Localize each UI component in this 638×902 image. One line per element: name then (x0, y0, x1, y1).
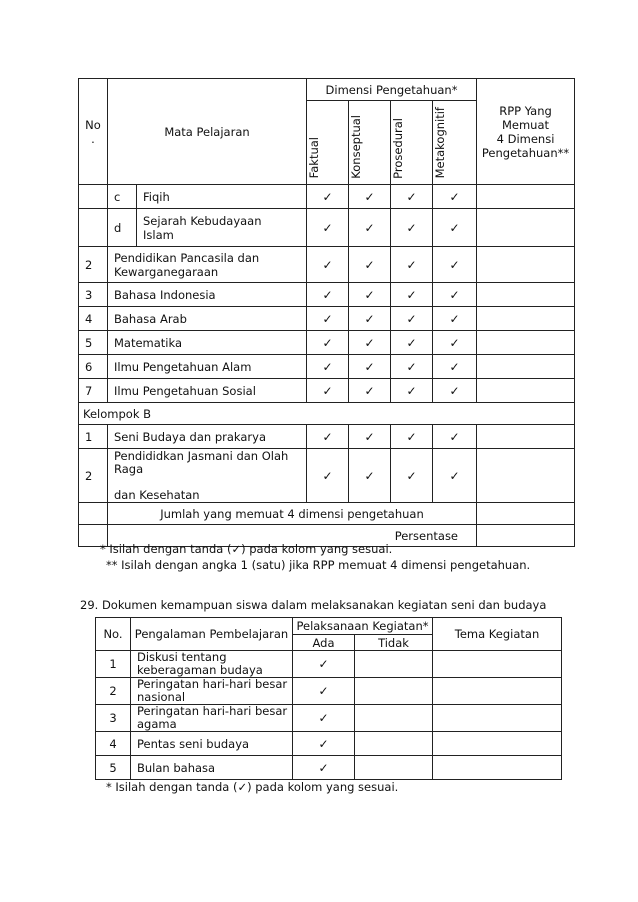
row-subject: Sejarah Kebudayaan Islam (137, 209, 307, 247)
check-mark: ✓ (307, 307, 349, 331)
row-no: 2 (96, 678, 131, 705)
total-row (79, 503, 575, 525)
check-mark: ✓ (391, 185, 433, 209)
check-mark: ✓ (349, 185, 391, 209)
row-experience: Peringatan hari-hari besar agama (131, 705, 293, 732)
row-no: 6 (79, 355, 108, 379)
footnote-table2: * Isilah dengan tanda (✓) pada kolom yang sesuai. (106, 780, 399, 794)
check-mark: ✓ (391, 283, 433, 307)
table-row (79, 425, 575, 449)
check-mark: ✓ (307, 185, 349, 209)
row-no: 7 (79, 379, 108, 403)
row-no: 2 (79, 247, 108, 283)
row-subject: Bahasa Indonesia (108, 283, 307, 307)
row-experience: Pentas seni budaya (131, 732, 293, 756)
row-experience: Peringatan hari-hari besar nasional (131, 678, 293, 705)
check-mark: ✓ (391, 355, 433, 379)
check-mark: ✓ (433, 283, 477, 307)
table-row (96, 651, 562, 678)
row-subject: Pendidikan Pancasila dan Kewarganegaraan (108, 247, 307, 283)
row-subject: Matematika (108, 331, 307, 355)
check-mark: ✓ (349, 283, 391, 307)
header-dimensions: Dimensi Pengetahuan* (307, 79, 477, 101)
rpp-dimension-table (78, 78, 575, 547)
check-mark: ✓ (293, 651, 355, 678)
row-subject: Ilmu Pengetahuan Sosial (108, 379, 307, 403)
row-no: 1 (96, 651, 131, 678)
check-mark: ✓ (391, 379, 433, 403)
check-mark: ✓ (391, 331, 433, 355)
row-letter: c (108, 185, 137, 209)
check-mark: ✓ (293, 732, 355, 756)
check-mark: ✓ (349, 425, 391, 449)
check-mark: ✓ (391, 307, 433, 331)
row-subject: Fiqih (137, 185, 307, 209)
row-subject: Ilmu Pengetahuan Alam (108, 355, 307, 379)
check-mark: ✓ (307, 331, 349, 355)
check-mark: ✓ (293, 756, 355, 780)
check-mark: ✓ (433, 379, 477, 403)
table-row (79, 355, 575, 379)
check-mark: ✓ (433, 185, 477, 209)
header-no: No. (96, 618, 131, 651)
header-tidak: Tidak (355, 635, 433, 651)
header-ada: Ada (293, 635, 355, 651)
header-execution: Pelaksanaan Kegiatan* (293, 618, 433, 635)
total-label: Jumlah yang memuat 4 dimensi pengetahuan (108, 503, 477, 525)
check-mark: ✓ (349, 379, 391, 403)
row-experience: Diskusi tentang keberagaman budaya (131, 651, 293, 678)
row-no: 4 (96, 732, 131, 756)
check-mark: ✓ (433, 307, 477, 331)
table-row (79, 449, 575, 503)
table-row (96, 732, 562, 756)
group-b-label: Kelompok B (79, 403, 575, 425)
table-row (96, 705, 562, 732)
row-no: 5 (79, 331, 108, 355)
check-mark: ✓ (307, 379, 349, 403)
header-rpp: RPP Yang Memuat 4 Dimensi Pengetahuan** (477, 79, 575, 185)
row-letter: d (108, 209, 137, 247)
table-row (79, 209, 575, 247)
check-mark: ✓ (349, 449, 391, 503)
check-mark: ✓ (391, 209, 433, 247)
table-row (96, 678, 562, 705)
check-mark: ✓ (433, 355, 477, 379)
table-row (79, 283, 575, 307)
table-row (79, 331, 575, 355)
footnote-2: ** Isilah dengan angka 1 (satu) jika RPP memuat 4 dimensi pengetahuan. (106, 558, 531, 572)
row-subject: Bahasa Arab (108, 307, 307, 331)
check-mark: ✓ (433, 449, 477, 503)
activity-table (95, 617, 562, 780)
table-row (79, 307, 575, 331)
check-mark: ✓ (349, 247, 391, 283)
row-no: 2 (79, 449, 108, 503)
check-mark: ✓ (307, 355, 349, 379)
check-mark: ✓ (307, 283, 349, 307)
table-row (96, 756, 562, 780)
check-mark: ✓ (433, 331, 477, 355)
row-no: 3 (96, 705, 131, 732)
row-no: 1 (79, 425, 108, 449)
check-mark: ✓ (391, 449, 433, 503)
check-mark: ✓ (293, 678, 355, 705)
check-mark: ✓ (293, 705, 355, 732)
row-subject: Seni Budaya dan prakarya (108, 425, 307, 449)
header-no: No . (79, 79, 108, 185)
row-no: 4 (79, 307, 108, 331)
row-subject: Pendididkan Jasmani dan Olah Raga dan Kesehatan (108, 449, 307, 503)
percent-label: Persentase (108, 525, 477, 547)
row-experience: Bulan bahasa (131, 756, 293, 780)
header-subject: Mata Pelajaran (108, 79, 307, 185)
header-experience: Pengalaman Pembelajaran (131, 618, 293, 651)
group-header-row (79, 403, 575, 425)
header-faktual: Faktual (307, 101, 349, 185)
header-theme: Tema Kegiatan (433, 618, 562, 651)
question-29-title: 29. Dokumen kemampuan siswa dalam melaksanakan kegiatan seni dan budaya (80, 598, 547, 612)
check-mark: ✓ (307, 247, 349, 283)
check-mark: ✓ (307, 425, 349, 449)
check-mark: ✓ (433, 209, 477, 247)
table-row (79, 379, 575, 403)
check-mark: ✓ (433, 425, 477, 449)
check-mark: ✓ (307, 209, 349, 247)
header-prosedural: Prosedural (391, 101, 433, 185)
row-no: 5 (96, 756, 131, 780)
check-mark: ✓ (307, 449, 349, 503)
table-row (79, 247, 575, 283)
check-mark: ✓ (433, 247, 477, 283)
check-mark: ✓ (349, 331, 391, 355)
check-mark: ✓ (349, 209, 391, 247)
check-mark: ✓ (391, 425, 433, 449)
header-metakognitif: Metakognitif (433, 101, 477, 185)
check-mark: ✓ (349, 355, 391, 379)
check-mark: ✓ (349, 307, 391, 331)
row-no: 3 (79, 283, 108, 307)
footnote-1: * Isilah dengan tanda (✓) pada kolom yang sesuai. (100, 542, 393, 556)
check-mark: ✓ (391, 247, 433, 283)
header-konseptual: Konseptual (349, 101, 391, 185)
table-row (79, 185, 575, 209)
